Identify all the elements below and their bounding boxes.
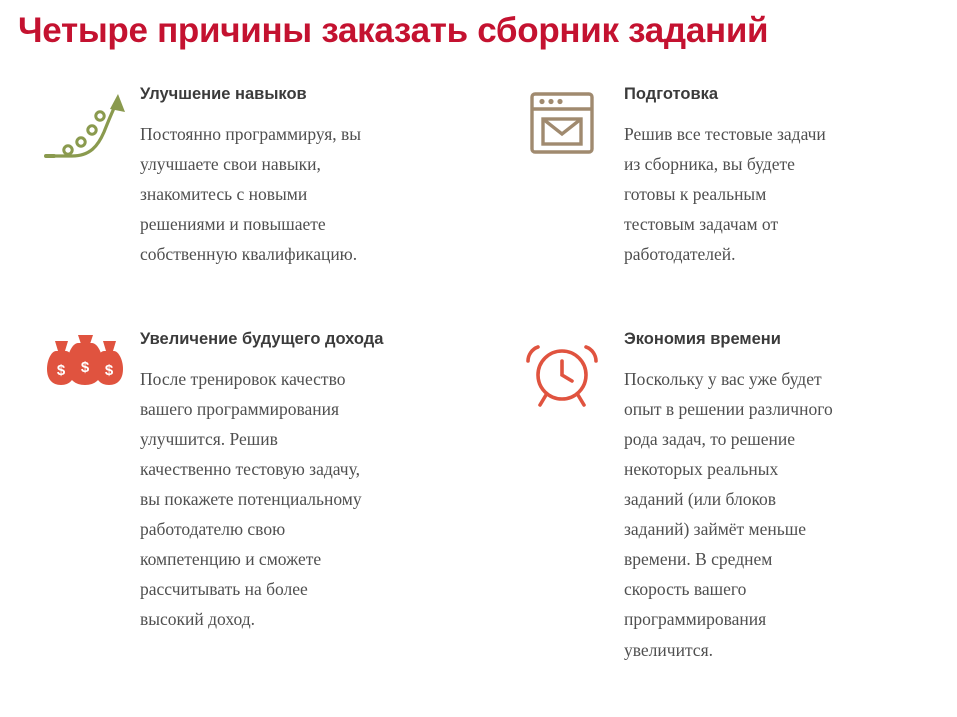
reason-text: После тренировок качество вашего программирования улучшится. Решив качественно тестовую задачу, вы покажете потенциальному работодателю свою компетенцию и сможете рассчитывать на более высокий доход. bbox=[140, 368, 362, 630]
reason-text: Постоянно программируя, вы улучшаете свои навыки, знакомитесь с новыми решениями и повышаете собственную квалификацию. bbox=[140, 123, 362, 264]
svg-text:$: $ bbox=[104, 362, 114, 380]
alarm-clock-icon bbox=[500, 329, 624, 407]
reason-text: Решив все тестовые задачи из сборника, вы будете готовы к реальным тестовым задачам от работодателей. bbox=[624, 123, 826, 264]
reason-card-body bbox=[624, 84, 916, 269]
envelope-window-icon bbox=[500, 84, 624, 160]
reason-card-time bbox=[478, 269, 956, 665]
reason-card-preparation bbox=[478, 72, 956, 269]
page-title: Четыре причины заказать сборник заданий bbox=[18, 11, 769, 50]
reason-card-body bbox=[624, 329, 916, 665]
reason-heading: Увеличение будущего дохода bbox=[140, 330, 384, 349]
svg-text:$: $ bbox=[80, 359, 90, 377]
svg-text:$: $ bbox=[56, 362, 66, 380]
money-bags-icon bbox=[30, 329, 140, 397]
growth-arrow-icon bbox=[30, 84, 140, 170]
reason-heading: Экономия времени bbox=[624, 330, 781, 349]
reason-card-income bbox=[0, 269, 478, 665]
reason-text: Поскольку у вас уже будет опыт в решении различного рода задач, то решение некоторых реальных заданий (или блоков заданий) займёт меньше времени. В среднем скорость вашего программирования увеличится. bbox=[624, 368, 833, 660]
reason-card-body bbox=[140, 329, 438, 634]
reason-card-body bbox=[140, 84, 438, 269]
reason-card-skills bbox=[0, 72, 478, 269]
reason-heading: Подготовка bbox=[624, 85, 719, 103]
reasons-grid bbox=[0, 72, 957, 665]
reason-heading: Улучшение навыков bbox=[140, 85, 307, 103]
